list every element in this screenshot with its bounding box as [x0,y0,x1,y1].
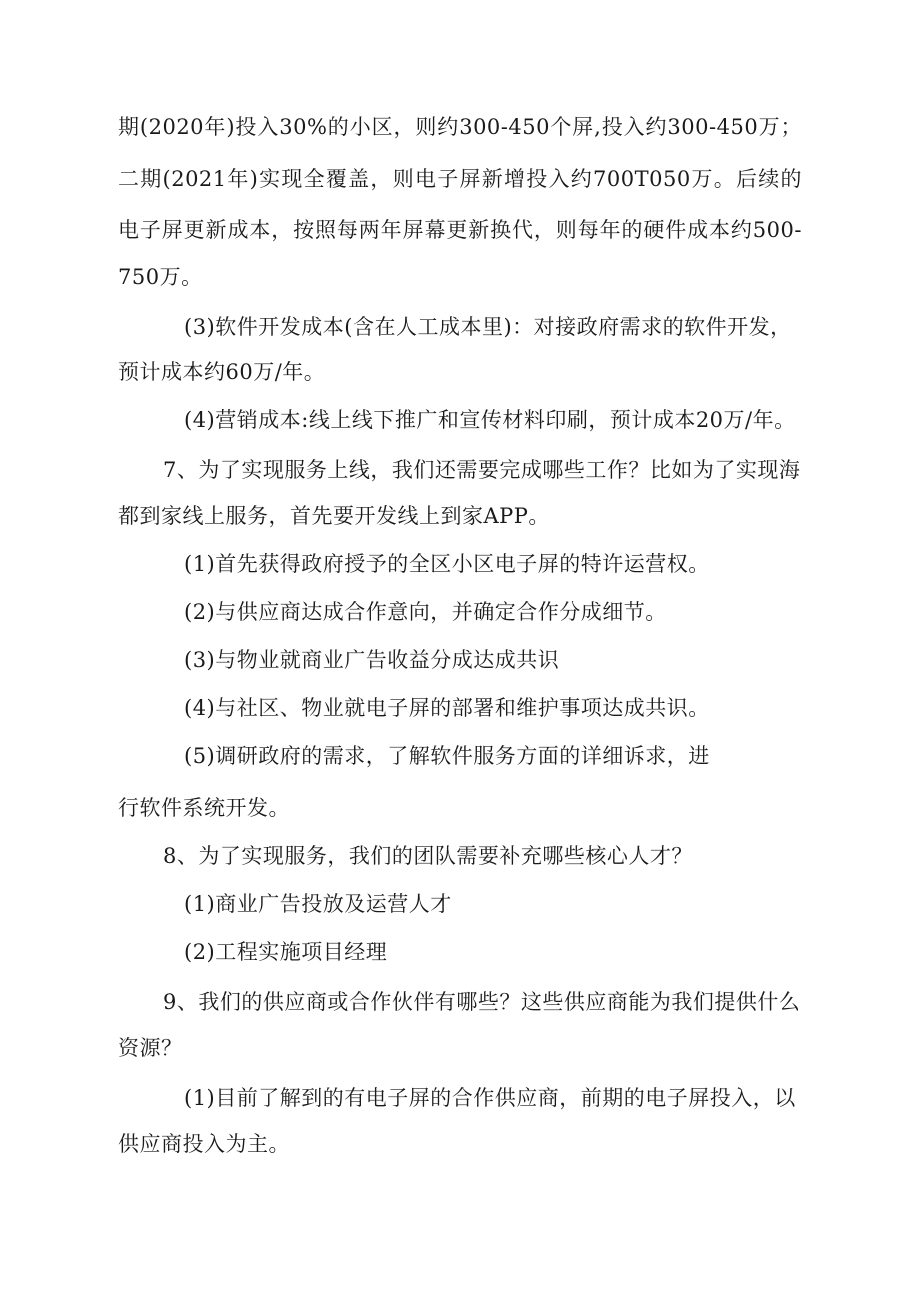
list-item: (2)工程实施项目经理 [184,940,388,964]
paragraph-line: 期(2020年)投入30%的小区，则约300-450个屏,投入约300-450万； [118,115,802,139]
list-item: (1)首先获得政府授予的全区小区电子屏的特许运营权。 [184,552,710,576]
section-heading: 8、为了实现服务，我们的团队需要补充哪些核心人才？ [163,844,693,868]
paragraph-line: 资源？ [118,1036,183,1060]
paragraph-line: 都到家线上服务，首先要开发线上到家APP。 [118,504,550,528]
list-item: (1)商业广告投放及运营人才 [184,892,452,916]
list-item: (3)软件开发成本(含在人工成本里)：对接政府需求的软件开发， [184,315,792,339]
list-item: (2)与供应商达成合作意向，并确定合作分成细节。 [184,600,667,624]
paragraph-line: 行软件系统开发。 [118,796,290,820]
section-heading: 9、我们的供应商或合作伙伴有哪些？这些供应商能为我们提供什么 [163,990,801,1014]
list-item: (4)营销成本:线上线下推广和宣传材料印刷，预计成本20万/年。 [184,408,796,432]
paragraph-line: 预计成本约60万/年。 [118,360,326,384]
list-item: (4)与社区、物业就电子屏的部署和维护事项达成共识。 [184,696,710,720]
list-item: (1)目前了解到的有电子屏的合作供应商，前期的电子屏投入，以 [184,1086,796,1110]
section-heading: 7、为了实现服务上线，我们还需要完成哪些工作？比如为了实现海 [163,458,801,482]
paragraph-line: 供应商投入为主。 [118,1132,290,1156]
paragraph-line: 电子屏更新成本，按照每两年屏幕更新换代，则每年的硬件成本约500- [118,218,802,242]
list-item: (3)与物业就商业广告收益分成达成共识 [184,648,560,672]
paragraph-line: 750万。 [118,265,203,289]
list-item: (5)调研政府的需求，了解软件服务方面的详细诉求，进 [184,744,710,768]
paragraph-line: 二期(2021年)实现全覆盖，则电子屏新增投入约700T050万。后续的 [118,167,802,191]
